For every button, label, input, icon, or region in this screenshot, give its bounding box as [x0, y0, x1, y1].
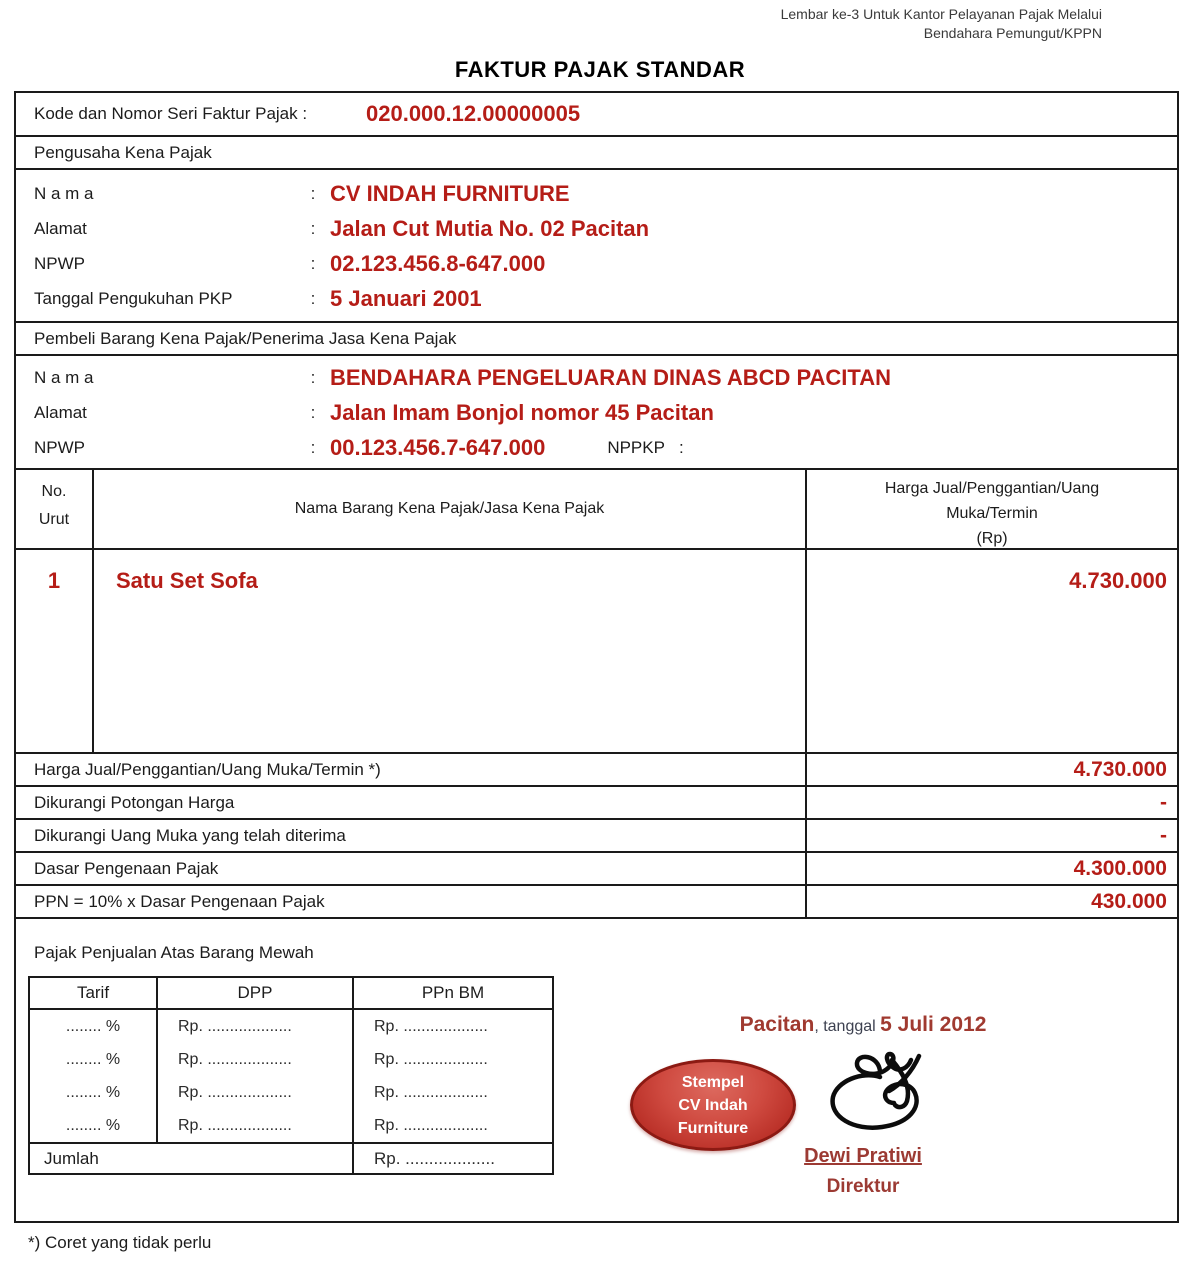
copy-note-line2: Bendahara Pemungut/KPPN: [923, 25, 1102, 41]
colon: :: [310, 402, 316, 422]
summary-row-harga-jual: [16, 754, 1177, 787]
label-pkp-date: Tanggal Pengukuhan PKP: [34, 288, 233, 308]
label-buyer-alamat: Alamat: [34, 402, 87, 422]
summary-value: 4.300.000: [1073, 856, 1167, 880]
pembeli-details: [16, 356, 1177, 470]
label-npwp: NPWP: [34, 253, 85, 273]
signer-role: Direktur: [826, 1176, 900, 1197]
col-price-line2: Muka/Termin: [946, 505, 1038, 522]
col-price-line1: Harga Jual/Penggantian/Uang: [884, 480, 1100, 497]
ppnbm-row: [30, 1043, 552, 1076]
ppnbm-jumlah-value: Rp. ...................: [374, 1148, 495, 1168]
ppnbm-header-row: [30, 978, 552, 1010]
colon: :: [310, 183, 316, 203]
ppnbm-row: [30, 1010, 552, 1043]
ppnbm-ppnbm-cell: Rp. ...................: [374, 1017, 488, 1035]
item-no: 1: [16, 550, 94, 752]
copy-note: [781, 5, 1102, 43]
sign-date-line: [588, 1013, 1138, 1037]
ppnbm-tarif-cell: ........ %: [30, 1043, 158, 1076]
summary-label: PPN = 10% x Dasar Pengenaan Pajak: [16, 886, 807, 917]
summary-label: Dikurangi Potongan Harga: [16, 787, 807, 818]
ppnbm-row: [30, 1109, 552, 1142]
col-header-no: [16, 470, 94, 548]
ppnbm-ppnbm-cell: Rp. ...................: [374, 1116, 488, 1134]
value-buyer-npwp: 00.123.456.7-647.000: [330, 434, 546, 460]
summary-row-ppn: [16, 886, 1177, 919]
ppnbm-tarif-cell: ........ %: [30, 1109, 158, 1142]
ppnbm-dpp-cell: Rp. ...................: [158, 1043, 354, 1076]
colon: :: [310, 218, 316, 238]
summary-value: 430.000: [1091, 889, 1167, 913]
ppnbm-row: [30, 1076, 552, 1109]
summary-value: -: [1160, 823, 1167, 847]
signing-block: [588, 919, 1138, 1219]
colon: :: [310, 253, 316, 273]
summary-label: Dikurangi Uang Muka yang telah diterima: [16, 820, 807, 851]
detail-row-pkp-date: [16, 281, 1177, 316]
ppnbm-ppnbm-cell: Rp. ...................: [374, 1083, 488, 1101]
items-table-header: [16, 470, 1177, 550]
item-row: [16, 550, 1177, 754]
col-header-price: [807, 470, 1177, 548]
bottom-area: [16, 919, 1177, 1219]
value-nama: CV INDAH FURNITURE: [330, 180, 570, 206]
ppnbm-tarif-cell: ........ %: [30, 1076, 158, 1109]
ppnbm-tarif-cell: ........ %: [30, 1010, 158, 1043]
item-price: 4.730.000: [1069, 568, 1167, 593]
page-title: FAKTUR PAJAK STANDAR: [454, 57, 746, 82]
ppnbm-header-tarif: Tarif: [30, 978, 158, 1008]
summary-value: -: [1160, 790, 1167, 814]
summary-row-uang-muka: [16, 820, 1177, 853]
label-nppkp: NPPKP: [607, 437, 665, 457]
sign-date: 5 Juli 2012: [880, 1013, 987, 1036]
kode-label: Kode dan Nomor Seri Faktur Pajak :: [34, 104, 308, 123]
col-no-line1: No.: [41, 483, 67, 500]
ppnbm-dpp-cell: Rp. ...................: [158, 1076, 354, 1109]
detail-row-buyer-alamat: [16, 395, 1177, 430]
pengusaha-details: [16, 170, 1177, 323]
colon: :: [310, 367, 316, 387]
nppkp-colon: :: [678, 437, 684, 457]
label-buyer-nama: N a m a: [34, 367, 94, 387]
summary-value: 4.730.000: [1073, 757, 1167, 781]
summary-label: Harga Jual/Penggantian/Uang Muka/Termin *): [16, 754, 807, 785]
detail-row-npwp: [16, 246, 1177, 281]
detail-row-alamat: [16, 211, 1177, 246]
section-pembeli: Pembeli Barang Kena Pajak/Penerima Jasa Kena Pajak: [16, 323, 1177, 356]
detail-row-buyer-npwp: [16, 430, 1177, 465]
value-pkp-date: 5 Januari 2001: [330, 285, 482, 311]
value-alamat: Jalan Cut Mutia No. 02 Pacitan: [330, 215, 650, 241]
ppnbm-dpp-cell: Rp. ...................: [158, 1010, 354, 1043]
ppnbm-section-title: Pajak Penjualan Atas Barang Mewah: [34, 943, 314, 962]
label-alamat: Alamat: [34, 218, 87, 238]
signer-name: Dewi Pratiwi: [804, 1145, 922, 1167]
value-buyer-nama: BENDAHARA PENGELUARAN DINAS ABCD PACITAN: [330, 364, 891, 390]
summary-row-dpp: [16, 853, 1177, 886]
summary-row-potongan: [16, 787, 1177, 820]
ppnbm-dpp-cell: Rp. ...................: [158, 1109, 354, 1142]
sign-city: Pacitan: [739, 1013, 815, 1036]
colon: :: [310, 288, 316, 308]
ppnbm-jumlah-label: Jumlah: [30, 1144, 354, 1173]
detail-row-nama: [16, 176, 1177, 211]
ppnbm-table: [28, 976, 554, 1175]
invoice-box: [14, 91, 1179, 1223]
sign-tanggal-label: , tanggal: [814, 1018, 881, 1035]
stamp-line1: Stempel: [681, 1073, 745, 1091]
col-no-line2: Urut: [38, 511, 70, 528]
value-buyer-alamat: Jalan Imam Bonjol nomor 45 Pacitan: [330, 399, 714, 425]
col-price-line3: (Rp): [976, 530, 1008, 547]
kode-row: [16, 93, 1177, 137]
item-name: Satu Set Sofa: [94, 550, 807, 752]
copy-note-line1: Lembar ke-3 Untuk Kantor Pelayanan Pajak Melalui: [780, 6, 1102, 22]
ppnbm-ppnbm-cell: Rp. ...................: [374, 1050, 488, 1068]
stamp-line2: CV Indah: [678, 1096, 748, 1114]
colon: :: [310, 437, 316, 457]
label-buyer-npwp: NPWP: [34, 437, 85, 457]
section-pengusaha: Pengusaha Kena Pajak: [16, 137, 1177, 170]
footnote: *) Coret yang tidak perlu: [28, 1233, 212, 1252]
summary-label: Dasar Pengenaan Pajak: [16, 853, 807, 884]
stamp-line3: Furniture: [677, 1119, 749, 1137]
value-npwp: 02.123.456.8-647.000: [330, 250, 546, 276]
kode-value: 020.000.12.00000005: [366, 101, 581, 126]
label-nama: N a m a: [34, 183, 94, 203]
signature-scribble: [822, 1045, 952, 1141]
col-header-name: Nama Barang Kena Pajak/Jasa Kena Pajak: [94, 470, 807, 548]
detail-row-buyer-nama: [16, 360, 1177, 395]
company-stamp: [630, 1059, 796, 1151]
ppnbm-header-dpp: DPP: [158, 978, 354, 1008]
ppnbm-jumlah-row: [30, 1142, 552, 1173]
ppnbm-header-ppnbm: PPn BM: [421, 983, 485, 1002]
